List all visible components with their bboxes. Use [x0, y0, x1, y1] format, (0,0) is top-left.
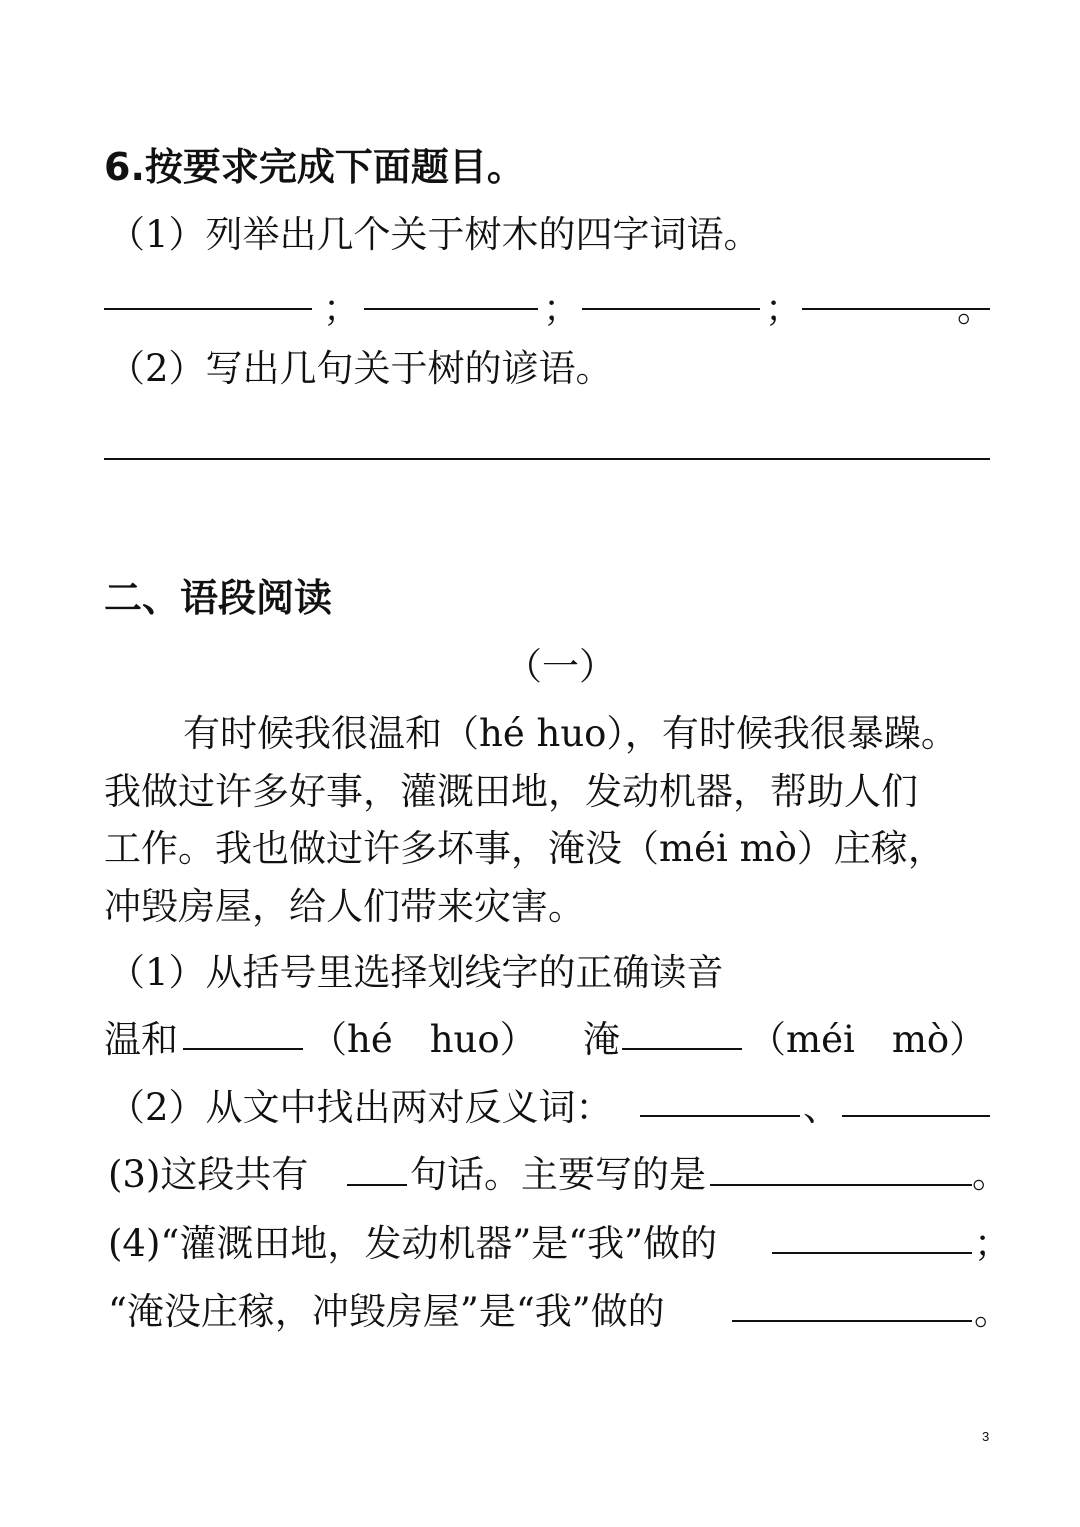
main-idea-blank[interactable] [710, 1184, 972, 1186]
q2-separator: 、 [803, 1086, 840, 1129]
q1-item2-options: （méi mò） [749, 1018, 987, 1061]
q3-prompt-b: 句话。主要写的是 [410, 1153, 706, 1196]
q1-prompt: （1）从括号里选择划线字的正确读音 [108, 951, 724, 994]
q4-answer-blank-1[interactable] [772, 1252, 972, 1254]
q4-line1-end: ； [974, 1222, 1011, 1265]
q4-answer-blank-2[interactable] [732, 1320, 972, 1322]
pinyin-answer-blank-2[interactable] [622, 1048, 742, 1050]
passage-line-2: 我做过许多好事，灌溉田地，发动机器，帮助人们 [104, 770, 918, 813]
sentence-count-blank[interactable] [347, 1184, 407, 1186]
page-number: 3 [982, 1429, 990, 1444]
separator: 。 [957, 287, 994, 330]
subsection-label: （一） [505, 645, 616, 688]
pinyin-answer-blank-1[interactable] [183, 1048, 303, 1050]
antonym-blank-1[interactable] [640, 1115, 800, 1117]
passage-line-4: 冲毁房屋，给人们带来灾害。 [104, 885, 585, 928]
q6-part1-prompt: （1）列举出几个关于树木的四字词语。 [108, 213, 761, 256]
q3-prompt-a: (3)这段共有 [108, 1153, 309, 1196]
q4-line1: (4)“灌溉田地，发动机器”是“我”做的 [108, 1222, 718, 1265]
q4-line2-end: 。 [974, 1290, 1011, 1333]
separator: ； [765, 287, 802, 330]
q6-part2-prompt: （2）写出几句关于树的谚语。 [108, 347, 613, 390]
answer-blank-2[interactable] [364, 308, 538, 310]
q4-line2: “淹没庄稼，冲毁房屋”是“我”做的 [108, 1290, 665, 1333]
q1-item2-word: 淹 [583, 1018, 620, 1061]
separator: ； [543, 287, 580, 330]
proverb-answer-line[interactable] [104, 458, 990, 460]
q1-item1-word: 温和 [104, 1018, 178, 1061]
passage-line-1: 有时候我很温和（hé huo），有时候我很暴躁。 [183, 712, 958, 755]
passage-line-3: 工作。我也做过许多坏事，淹没（méi mò）庄稼， [104, 827, 945, 870]
q1-item1-options: （hé huo） [310, 1018, 537, 1061]
question-6-title: 6.按要求完成下面题目。 [104, 145, 525, 189]
q3-end-mark: 。 [972, 1153, 1009, 1196]
separator: ； [323, 287, 360, 330]
antonym-blank-2[interactable] [842, 1115, 990, 1117]
q2-prompt: （2）从文中找出两对反义词： [108, 1086, 613, 1129]
answer-blank-3[interactable] [582, 308, 760, 310]
section-heading: 二、语段阅读 [104, 576, 333, 620]
answer-blank-1[interactable] [104, 308, 312, 310]
